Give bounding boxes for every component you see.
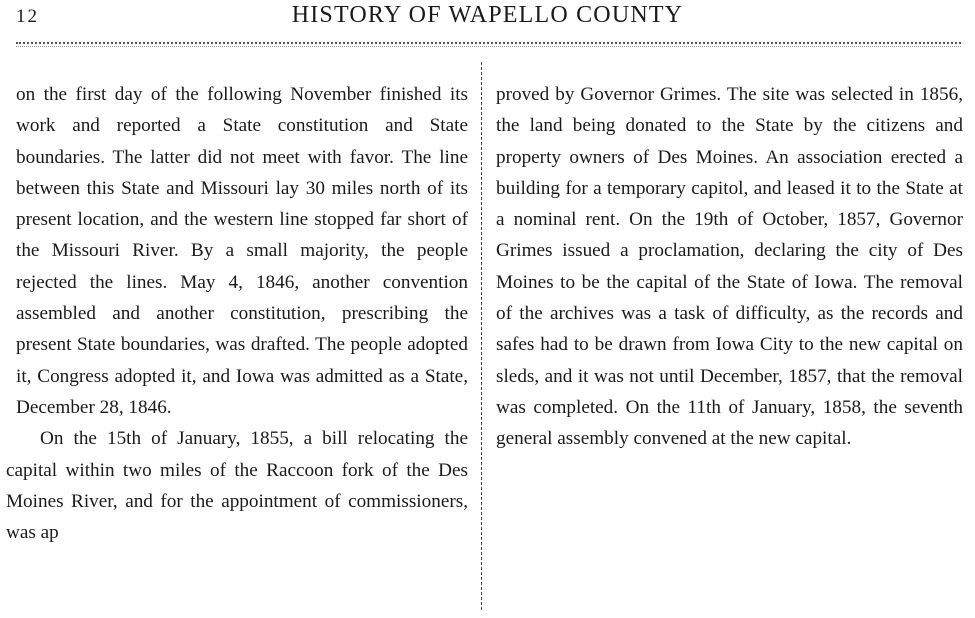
header-rule-secondary xyxy=(16,46,961,47)
right-paragraph-1: proved by Governor Grimes. The site was selected in 1856, the land being donated to the State by the citizens and property owners of Des Moines. An association erected a building for a temporary capitol, and leased it to the State at a nominal rent. On the 19th of October, 1857, Governor Grimes issued a proclamation, declaring the city of Des Moines to be the capital of the State of Iowa. The removal of the archives was a task of difficulty, as the records and safes had to be drawn from Iowa City to the new capital on sleds, and it was not until December, 1857, that the removal was completed. On the 11th of January, 1858, the seventh general assembly convened at the new capital. xyxy=(496,84,963,450)
left-column xyxy=(6,79,468,548)
left-paragraph-1: on the first day of the following November finished its work and reported a State constitution and State boundaries. The latter did not meet with favor. The line between this State and Missouri lay 30 miles north of its present location, and the western line stopped far short of the Missouri River. By a small majority, the people rejected the lines. May 4, 1846, another convention assembled and another constitution, prescribing the present State boundaries, was drafted. The people adopted it, Congress adopted it, and Iowa was admitted as a State, December 28, 1846. xyxy=(16,84,468,418)
left-paragraph-2: On the 15th of January, 1855, a bill relocating the capital within two miles of the Raccoon fork of the Des Moines River, and for the appointment of commissioners, was ap xyxy=(6,428,468,544)
page-header xyxy=(0,2,975,36)
header-rule xyxy=(16,42,961,44)
column-divider xyxy=(481,62,482,610)
running-head: HISTORY OF WAPELLO COUNTY xyxy=(291,2,684,28)
page-number: 12 xyxy=(16,6,39,27)
right-column xyxy=(496,79,963,455)
